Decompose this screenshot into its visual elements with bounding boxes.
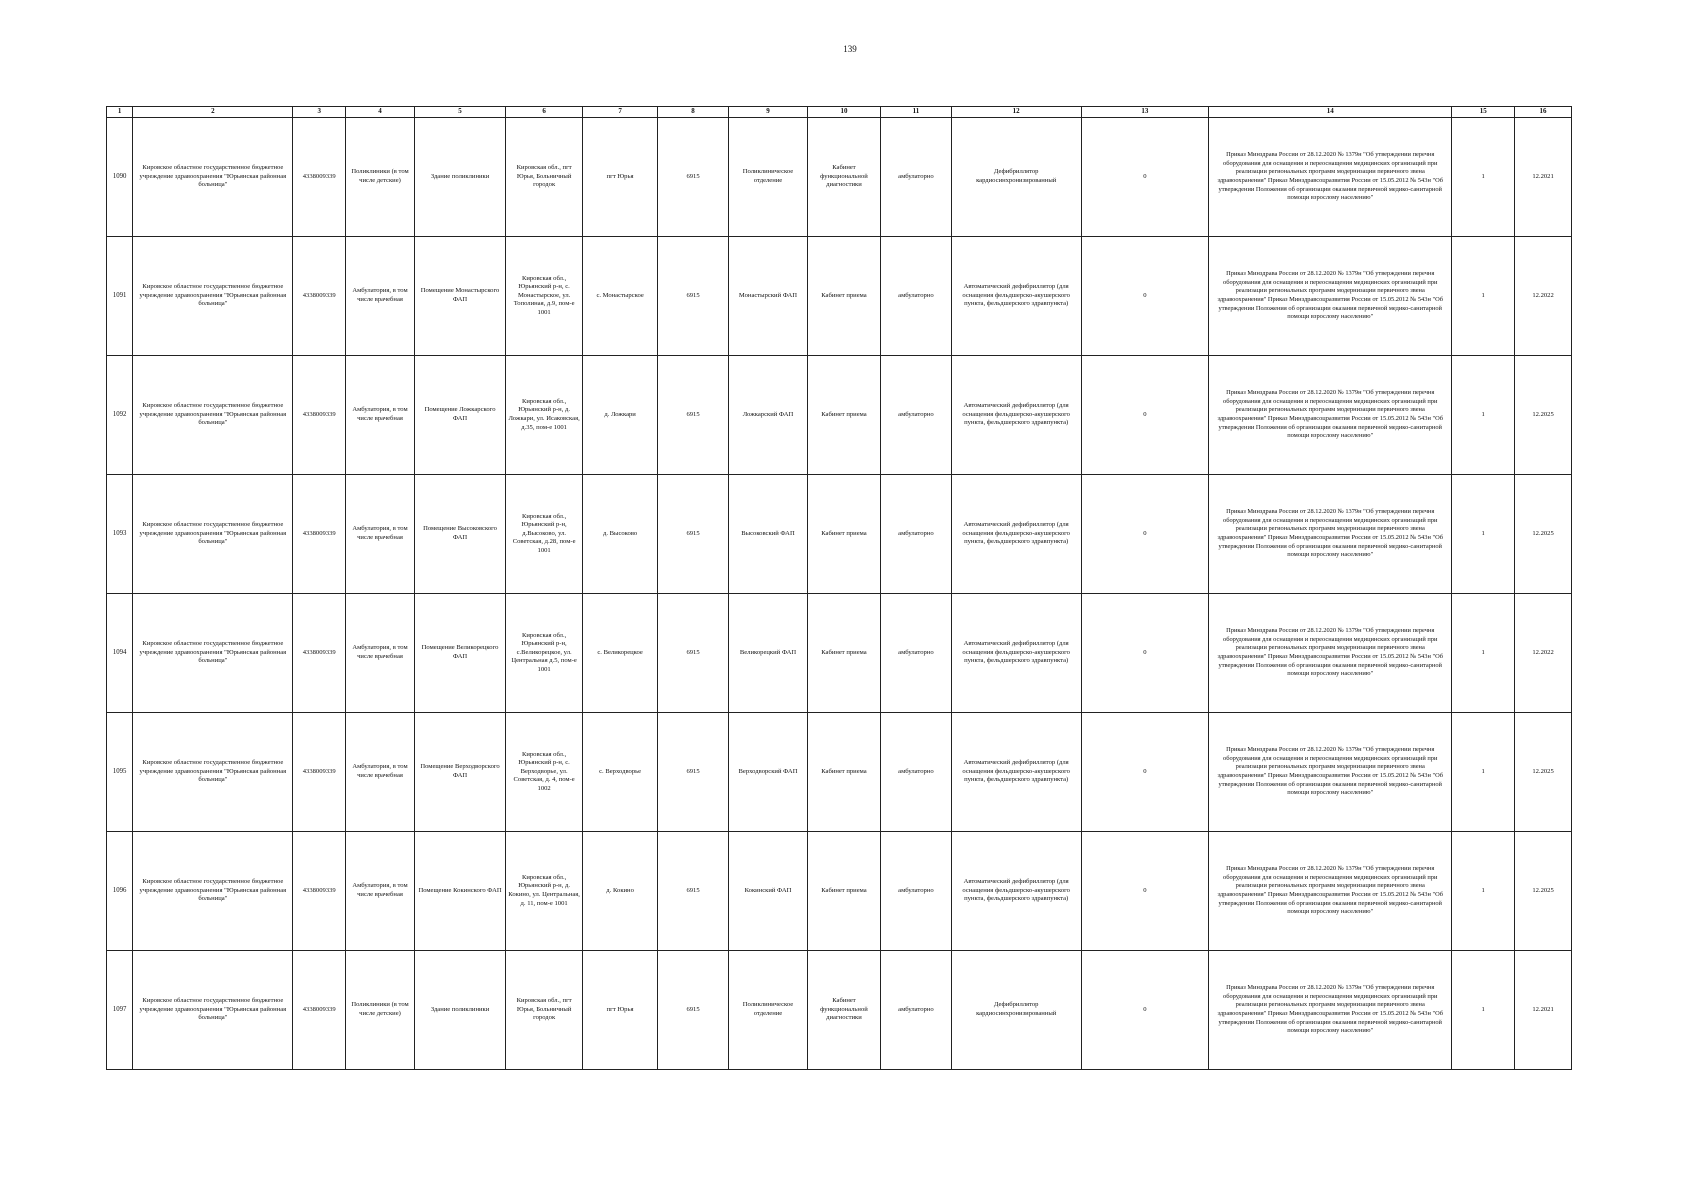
table-cell: Поликлиники (в том числе детские): [346, 118, 415, 237]
table-cell: 0: [1081, 594, 1209, 713]
table-cell: Кабинет приема: [808, 356, 881, 475]
table-cell: 4338009339: [293, 832, 346, 951]
table-cell: амбулаторно: [880, 475, 951, 594]
page-number: 139: [843, 44, 857, 54]
table-cell: Кировская обл., Юрьянский р-н, с.Великорецкое, ул. Центральная д.5, пом-е 1001: [506, 594, 583, 713]
column-header: 7: [583, 107, 658, 118]
table-row: [107, 832, 1572, 951]
table-cell: Приказ Минздрава России от 28.12.2020 № 1379н "Об утверждении перечня оборудования для оснащения и переоснащения медицинских организаций при реализации региональных программ модернизации первичного звена здравоохранения" Приказ Минздравсоцразвития России от 15.05.2012 № 543н "Об утверждении Положения об организации оказания первичной медико-санитарной помощи взрослому населению": [1209, 475, 1452, 594]
table-cell: 0: [1081, 951, 1209, 1070]
table-row: [107, 951, 1572, 1070]
table-cell: Помещение Монастырского ФАП: [414, 237, 505, 356]
table-cell: Автоматический дефибриллятор (для оснащения фельдшерско-акушерского пункта, фельдшерского здравпункта): [951, 356, 1081, 475]
table-cell: 12.2025: [1515, 356, 1572, 475]
table-cell: Кабинет приема: [808, 237, 881, 356]
table-cell: 12.2021: [1515, 118, 1572, 237]
table-cell: 1: [1452, 951, 1515, 1070]
table-cell: Приказ Минздрава России от 28.12.2020 № 1379н "Об утверждении перечня оборудования для оснащения и переоснащения медицинских организаций при реализации региональных программ модернизации первичного звена здравоохранения" Приказ Минздравсоцразвития России от 15.05.2012 № 543н "Об утверждении Положения об организации оказания первичной медико-санитарной помощи взрослому населению": [1209, 594, 1452, 713]
table-cell: Автоматический дефибриллятор (для оснащения фельдшерско-акушерского пункта, фельдшерского здравпункта): [951, 475, 1081, 594]
table-cell: Кировское областное государственное бюджетное учреждение здравоохранения "Юрьянская районная больница": [133, 594, 293, 713]
column-header: 9: [728, 107, 807, 118]
table-cell: Кировское областное государственное бюджетное учреждение здравоохранения "Юрьянская районная больница": [133, 713, 293, 832]
table-cell: Кокинский ФАП: [728, 832, 807, 951]
table-cell: 1: [1452, 356, 1515, 475]
table-cell: 1: [1452, 237, 1515, 356]
column-header: 10: [808, 107, 881, 118]
table-cell: Помещение Высоковского ФАП: [414, 475, 505, 594]
table-cell: Кировская обл., пгт Юрья, Больничный городок: [506, 118, 583, 237]
table-cell: Кировская обл., Юрьянский р-н, д. Ложкари, ул. Исаковская, д.35, пом-е 1001: [506, 356, 583, 475]
table-cell: Здание поликлиники: [414, 118, 505, 237]
table-cell: Кировская обл., Юрьянский р-н, с. Монастырское, ул. Тополиная, д.9, пом-е 1001: [506, 237, 583, 356]
table-cell: Приказ Минздрава России от 28.12.2020 № 1379н "Об утверждении перечня оборудования для оснащения и переоснащения медицинских организаций при реализации региональных программ модернизации первичного звена здравоохранения" Приказ Минздравсоцразвития России от 15.05.2012 № 543н "Об утверждении Положения об организации оказания первичной медико-санитарной помощи взрослому населению": [1209, 832, 1452, 951]
table-cell: 4338009339: [293, 713, 346, 832]
table-cell: амбулаторно: [880, 237, 951, 356]
table-cell: 4338009339: [293, 475, 346, 594]
table-cell: пгт Юрья: [583, 118, 658, 237]
equipment-table: [106, 106, 1572, 1070]
column-header: 2: [133, 107, 293, 118]
table-row: [107, 118, 1572, 237]
table-row: [107, 594, 1572, 713]
table-cell: Автоматический дефибриллятор (для оснащения фельдшерско-акушерского пункта, фельдшерского здравпункта): [951, 237, 1081, 356]
table-cell: 12.2022: [1515, 594, 1572, 713]
column-header: 14: [1209, 107, 1452, 118]
table-cell: пгт Юрья: [583, 951, 658, 1070]
table-cell: Кировская обл., Юрьянский р-н, с. Верходворье, ул. Советская, д. 4, пом-е 1002: [506, 713, 583, 832]
column-header: 8: [658, 107, 729, 118]
table-cell: Кировская обл., Юрьянский р-н, д. Кокино, ул. Центральная, д. 11, пом-е 1001: [506, 832, 583, 951]
column-header: 6: [506, 107, 583, 118]
table-cell: амбулаторно: [880, 118, 951, 237]
table-cell: 0: [1081, 356, 1209, 475]
table-cell: Высоковский ФАП: [728, 475, 807, 594]
column-header: 5: [414, 107, 505, 118]
table-body: [107, 118, 1572, 1070]
table-cell: д. Кокино: [583, 832, 658, 951]
table-cell: д. Высоково: [583, 475, 658, 594]
table-cell: Дефибриллятор кардиосинхронизированный: [951, 118, 1081, 237]
table-cell: Помещение Великорецкого ФАП: [414, 594, 505, 713]
table-cell: Кабинет приема: [808, 832, 881, 951]
table-cell: Кабинет приема: [808, 594, 881, 713]
table-cell: с. Верходворье: [583, 713, 658, 832]
table-cell: Кабинет приема: [808, 475, 881, 594]
table-row: [107, 356, 1572, 475]
table-cell: с. Великорецкое: [583, 594, 658, 713]
table-cell: 6915: [658, 356, 729, 475]
column-header: 12: [951, 107, 1081, 118]
table-cell: Кировская обл., Юрьянский р-н, д.Высоково, ул. Советская, д.28, пом-е 1001: [506, 475, 583, 594]
table-cell: Приказ Минздрава России от 28.12.2020 № 1379н "Об утверждении перечня оборудования для оснащения и переоснащения медицинских организаций при реализации региональных программ модернизации первичного звена здравоохранения" Приказ Минздравсоцразвития России от 15.05.2012 № 543н "Об утверждении Положения об организации оказания первичной медико-санитарной помощи взрослому населению": [1209, 118, 1452, 237]
table-cell: Автоматический дефибриллятор (для оснащения фельдшерско-акушерского пункта, фельдшерского здравпункта): [951, 713, 1081, 832]
table-cell: д. Ложкари: [583, 356, 658, 475]
table-cell: Амбулатория, в том числе врачебная: [346, 594, 415, 713]
table-cell: Здание поликлиники: [414, 951, 505, 1070]
table-cell: Амбулатория, в том числе врачебная: [346, 237, 415, 356]
table-cell: Амбулатория, в том числе врачебная: [346, 356, 415, 475]
column-header: 13: [1081, 107, 1209, 118]
table-cell: Приказ Минздрава России от 28.12.2020 № 1379н "Об утверждении перечня оборудования для оснащения и переоснащения медицинских организаций при реализации региональных программ модернизации первичного звена здравоохранения" Приказ Минздравсоцразвития России от 15.05.2012 № 543н "Об утверждении Положения об организации оказания первичной медико-санитарной помощи взрослому населению": [1209, 237, 1452, 356]
table-row: [107, 237, 1572, 356]
table-cell: Монастырский ФАП: [728, 237, 807, 356]
table-cell: 4338009339: [293, 237, 346, 356]
table-cell: амбулаторно: [880, 594, 951, 713]
table-cell: 4338009339: [293, 594, 346, 713]
table-cell: Кировское областное государственное бюджетное учреждение здравоохранения "Юрьянская районная больница": [133, 832, 293, 951]
table-cell: Кабинет приема: [808, 713, 881, 832]
table-cell: 6915: [658, 832, 729, 951]
table-cell: 4338009339: [293, 951, 346, 1070]
column-header: 4: [346, 107, 415, 118]
table-cell: 1: [1452, 118, 1515, 237]
table-row: [107, 713, 1572, 832]
table-cell: Амбулатория, в том числе врачебная: [346, 832, 415, 951]
table-cell: Кировское областное государственное бюджетное учреждение здравоохранения "Юрьянская районная больница": [133, 356, 293, 475]
table-cell: Ложкарский ФАП: [728, 356, 807, 475]
table-cell: амбулаторно: [880, 832, 951, 951]
table-cell: 0: [1081, 832, 1209, 951]
table-cell: Амбулатория, в том числе врачебная: [346, 713, 415, 832]
table-cell: 0: [1081, 118, 1209, 237]
table-cell: Приказ Минздрава России от 28.12.2020 № 1379н "Об утверждении перечня оборудования для оснащения и переоснащения медицинских организаций при реализации региональных программ модернизации первичного звена здравоохранения" Приказ Минздравсоцразвития России от 15.05.2012 № 543н "Об утверждении Положения об организации оказания первичной медико-санитарной помощи взрослому населению": [1209, 951, 1452, 1070]
table-cell: 1094: [107, 594, 133, 713]
table-cell: 12.2021: [1515, 951, 1572, 1070]
table-cell: Кировская обл., пгт Юрья, Больничный городок: [506, 951, 583, 1070]
table-cell: Амбулатория, в том числе врачебная: [346, 475, 415, 594]
table-row: [107, 475, 1572, 594]
table-cell: 1096: [107, 832, 133, 951]
column-header: 3: [293, 107, 346, 118]
table-cell: 4338009339: [293, 356, 346, 475]
table-cell: с. Монастырское: [583, 237, 658, 356]
table-cell: 1090: [107, 118, 133, 237]
table-cell: 4338009339: [293, 118, 346, 237]
table-cell: Верходворский ФАП: [728, 713, 807, 832]
table-cell: Поликлиники (в том числе детские): [346, 951, 415, 1070]
table-cell: Поликлиническое отделение: [728, 118, 807, 237]
column-header: 1: [107, 107, 133, 118]
column-header: 11: [880, 107, 951, 118]
table-cell: Помещение Кокинского ФАП: [414, 832, 505, 951]
table-cell: амбулаторно: [880, 713, 951, 832]
header-row: [107, 107, 1572, 118]
column-header: 15: [1452, 107, 1515, 118]
table-cell: 1092: [107, 356, 133, 475]
table-cell: 12.2025: [1515, 832, 1572, 951]
table-cell: 6915: [658, 237, 729, 356]
table-cell: 6915: [658, 951, 729, 1070]
table-cell: Великорецкий ФАП: [728, 594, 807, 713]
table-cell: 6915: [658, 713, 729, 832]
table-cell: 1093: [107, 475, 133, 594]
table-cell: Помещение Ложкарского ФАП: [414, 356, 505, 475]
table-cell: Кабинет функциональной диагностики: [808, 118, 881, 237]
table-cell: Поликлиническое отделение: [728, 951, 807, 1070]
table-cell: 1: [1452, 475, 1515, 594]
table-cell: 0: [1081, 237, 1209, 356]
table-cell: Кировское областное государственное бюджетное учреждение здравоохранения "Юрьянская районная больница": [133, 951, 293, 1070]
table-cell: 1: [1452, 713, 1515, 832]
table-cell: 1095: [107, 713, 133, 832]
table-cell: 12.2022: [1515, 237, 1572, 356]
table-cell: амбулаторно: [880, 356, 951, 475]
table-cell: 0: [1081, 475, 1209, 594]
table-cell: амбулаторно: [880, 951, 951, 1070]
table-cell: 1097: [107, 951, 133, 1070]
table-cell: Кировское областное государственное бюджетное учреждение здравоохранения "Юрьянская районная больница": [133, 475, 293, 594]
table-cell: 12.2025: [1515, 475, 1572, 594]
table-cell: 6915: [658, 594, 729, 713]
table-cell: Помещение Верходворского ФАП: [414, 713, 505, 832]
table-cell: Дефибриллятор кардиосинхронизированный: [951, 951, 1081, 1070]
table-cell: Кировское областное государственное бюджетное учреждение здравоохранения "Юрьянская районная больница": [133, 118, 293, 237]
table-cell: Приказ Минздрава России от 28.12.2020 № 1379н "Об утверждении перечня оборудования для оснащения и переоснащения медицинских организаций при реализации региональных программ модернизации первичного звена здравоохранения" Приказ Минздравсоцразвития России от 15.05.2012 № 543н "Об утверждении Положения об организации оказания первичной медико-санитарной помощи взрослому населению": [1209, 713, 1452, 832]
table-cell: 12.2025: [1515, 713, 1572, 832]
table-cell: 1: [1452, 832, 1515, 951]
table-cell: 1: [1452, 594, 1515, 713]
table-cell: 0: [1081, 713, 1209, 832]
table-cell: Автоматический дефибриллятор (для оснащения фельдшерско-акушерского пункта, фельдшерского здравпункта): [951, 594, 1081, 713]
table-cell: 1091: [107, 237, 133, 356]
table-cell: Приказ Минздрава России от 28.12.2020 № 1379н "Об утверждении перечня оборудования для оснащения и переоснащения медицинских организаций при реализации региональных программ модернизации первичного звена здравоохранения" Приказ Минздравсоцразвития России от 15.05.2012 № 543н "Об утверждении Положения об организации оказания первичной медико-санитарной помощи взрослому населению": [1209, 356, 1452, 475]
table-cell: Автоматический дефибриллятор (для оснащения фельдшерско-акушерского пункта, фельдшерского здравпункта): [951, 832, 1081, 951]
table-cell: Кировское областное государственное бюджетное учреждение здравоохранения "Юрьянская районная больница": [133, 237, 293, 356]
table-cell: Кабинет функциональной диагностики: [808, 951, 881, 1070]
table-cell: 6915: [658, 118, 729, 237]
column-header: 16: [1515, 107, 1572, 118]
table-cell: 6915: [658, 475, 729, 594]
